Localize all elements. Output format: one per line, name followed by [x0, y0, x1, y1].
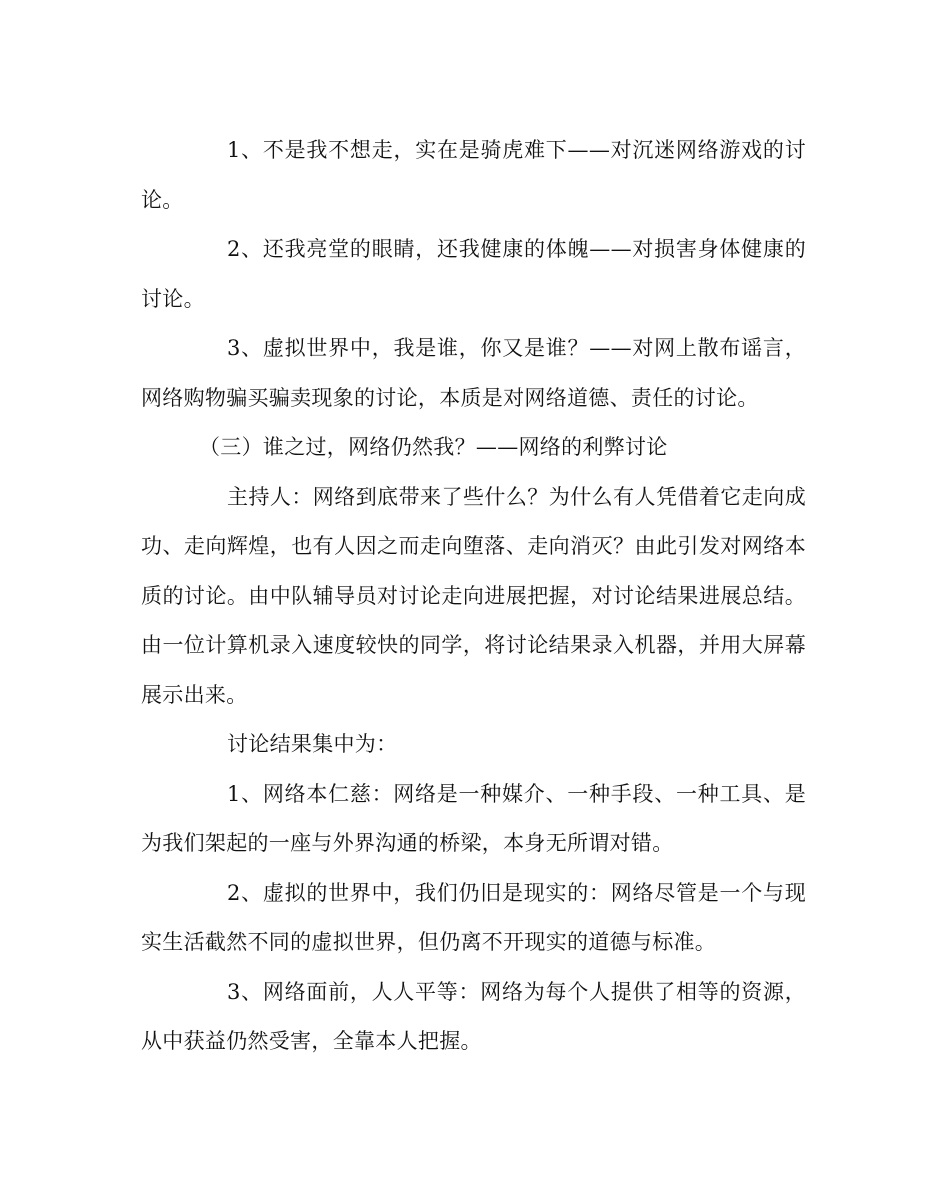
- paragraph-result-2: 2、虚拟的世界中，我们仍旧是现实的：网络尽管是一个与现实生活截然不同的虚拟世界，但仍离不开现实的道德与标准。: [141, 880, 806, 954]
- paragraph-health: 2、还我亮堂的眼睛，还我健康的体魄——对损害身体健康的讨论。: [141, 237, 806, 311]
- paragraph-host: 主持人：网络到底带来了些什么？为什么有人凭借着它走向成功、走向辉煌，也有人因之而走向堕落、走向消灭？由此引发对网络本质的讨论。由中队辅导员对讨论走向进展把握，对讨论结果进展总结。由一位计算机录入速度较快的同学，将讨论结果录入机器，并用大屏幕展示出来。: [141, 484, 806, 707]
- paragraph-virtual-identity: 3、虚拟世界中，我是谁，你又是谁？——对网上散布谣言，网络购物骗买骗卖现象的讨论，本质是对网络道德、责任的讨论。: [141, 336, 806, 410]
- paragraph-results-intro: 讨论结果集中为：: [227, 732, 398, 756]
- paragraph-result-1: 1、网络本仁慈：网络是一种媒介、一种手段、一种工具、是为我们架起的一座与外界沟通的桥梁，本身无所谓对错。: [141, 781, 806, 855]
- paragraph-game-addiction: 1、不是我不想走，实在是骑虎难下——对沉迷网络游戏的讨论。: [141, 138, 806, 212]
- paragraph-result-3: 3、网络面前，人人平等：网络为每个人提供了相等的资源，从中获益仍然受害，全靠本人把握。: [141, 979, 806, 1053]
- section-heading: （三）谁之过，网络仍然我？——网络的利弊讨论: [199, 435, 668, 459]
- document-body: [141, 126, 806, 1067]
